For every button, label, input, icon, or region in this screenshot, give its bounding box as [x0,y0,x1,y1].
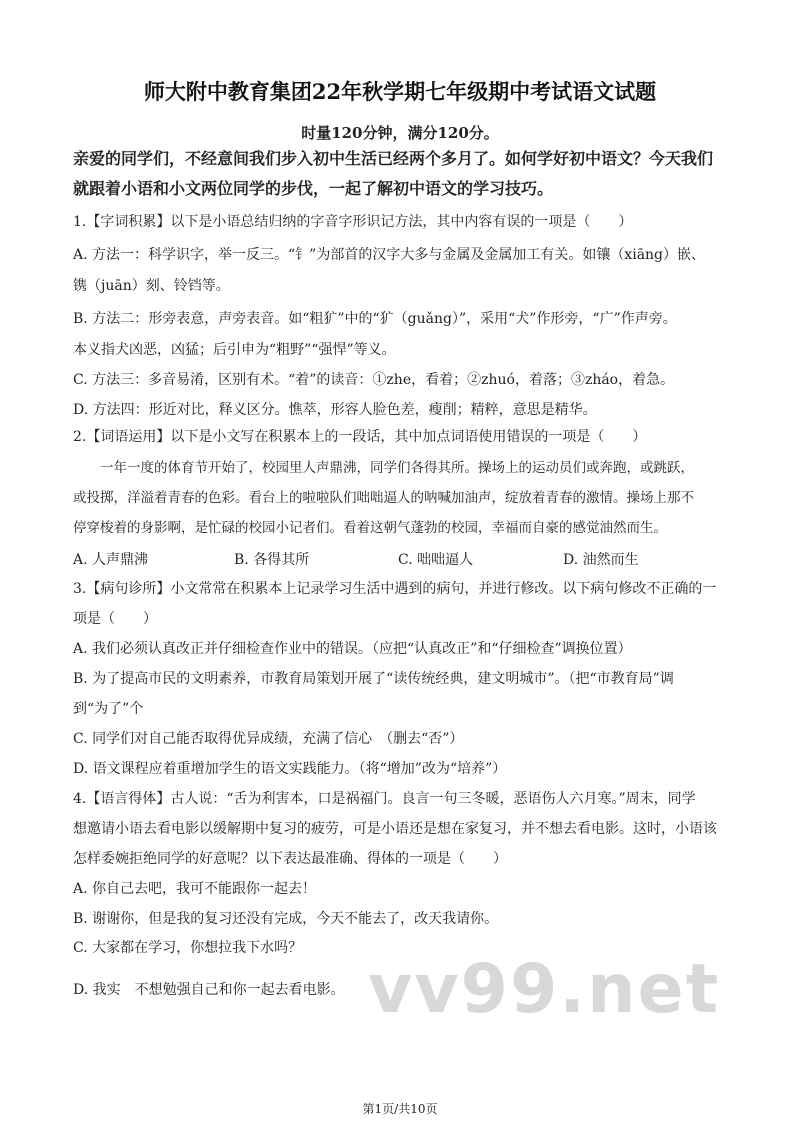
q1-option: A. 方法一：科学识字，举一反三。“钅”为部首的汉字大多与金属及金属加工有关。如镶（xiāng）嵌、 [73,247,706,263]
q1-option: D. 方法四：形近对比，释义区分。憔萃，形容人脸色差，瘦削；精粹，意思是精华。 [73,402,597,418]
q3-stem: 3.【病句诊所】小文常常在积累本上记录学习生活中遇到的病句，并进行修改。以下病句修改不正确的一 [73,581,717,597]
q2-option-d: D. 油然而生 [563,552,639,568]
q3-option: B. 为了提高市民的文明素养，市教育局策划开展了“读传统经典，建文明城市”。（把“市教育局”调 [73,671,674,687]
q3-option: A. 我们必须认真改正并仔细检查作业中的错误。（应把“认真改正”和“仔细检查”调换位置） [73,641,632,657]
exam-title: 师大附中教育集团22年秋学期七年级期中考试语文试题 [143,79,657,104]
q1-option: 镌（juān）刻、铃铛等。 [73,278,230,294]
q3-option: D. 语文课程应着重增加学生的语文实践能力。（将“增加”改为“培养”） [73,761,507,777]
q2-option-b: B. 各得其所 [234,552,310,568]
q2-option-a: A. 人声鼎沸 [73,552,149,568]
intro-line: 亲爱的同学们，不经意间我们步入初中生活已经两个多月了。如何学好初中语文？今天我们 [73,149,714,168]
q4-option: A. 你自己去吧，我可不能跟你一起去！ [73,881,317,897]
q4-stem: 想邀请小语去看电影以缓解期中复习的疲劳，可是小语还是想在家复习，并不想去看电影。这时，小语该 [73,821,717,837]
q3-option: 到“为了”个 [73,701,144,717]
q3-option: C. 同学们对自己能否取得优异成绩，充满了信心 （删去“否”） [73,731,464,747]
q1-option: 本义指犬凶恶，凶猛；后引申为“粗野”“强悍”等义。 [73,342,396,358]
q2-passage: 或投掷，洋溢着青春的色彩。看台上的啦啦队们咄咄逼人的呐喊加油声，绽放着青春的激情。操场上那不 [73,490,694,506]
q2-option-c: C. 咄咄逼人 [398,552,474,568]
q4-option: B. 谢谢你，但是我的复习还没有完成，今天不能去了，改天我请你。 [73,911,499,927]
q2-passage: 一年一度的体育节开始了，校园里人声鼎沸，同学们各得其所。操场上的运动员们或奔跑，或跳跃， [100,460,694,476]
q4-option: C. 大家都在学习，你想拉我下水吗？ [73,940,303,956]
q3-stem: 项是（ ） [73,611,157,627]
page-number: 第1页/共10页 [362,1102,438,1116]
intro-line: 就跟着小语和小文两位同学的步伐，一起了解初中语文的学习技巧。 [73,179,554,198]
watermark: vv99.net [368,950,721,1029]
q2-passage: 停穿梭着的身影啊，是忙碌的校园小记者们。看着这朝气蓬勃的校园，幸福而自豪的感觉油然而生。 [73,520,667,536]
q2-stem: 2.【词语运用】以下是小文写在积累本上的一段话，其中加点词语使用错误的一项是（ ） [73,429,647,445]
exam-subtitle: 时量120分钟，满分120分。 [301,124,499,142]
q1-stem: 1.【字词积累】以下是小语总结归纳的字音字形识记方法，其中内容有误的一项是（ ） [73,214,633,230]
q4-stem: 怎样委婉拒绝同学的好意呢？以下表达最准确、得体的一项是（ ） [73,851,507,867]
q4-option: D. 我实 不想勉强自己和你一起去看电影。 [73,982,345,998]
q4-stem: 4.【语言得体】古人说：“舌为利害本，口是祸福门。良言一句三冬暖，恶语伤人六月寒。”周末，同学 [73,791,696,807]
q1-option: C. 方法三：多音易淆，区别有术。“着”的读音：①zhe，看着；②zhuó，着落；③zháo，着急。 [73,372,675,388]
q1-option: B. 方法二：形旁表意，声旁表音。如“粗犷”中的“犷（guǎng）”，采用“犬”作形旁，“广”作声旁。 [73,311,677,327]
